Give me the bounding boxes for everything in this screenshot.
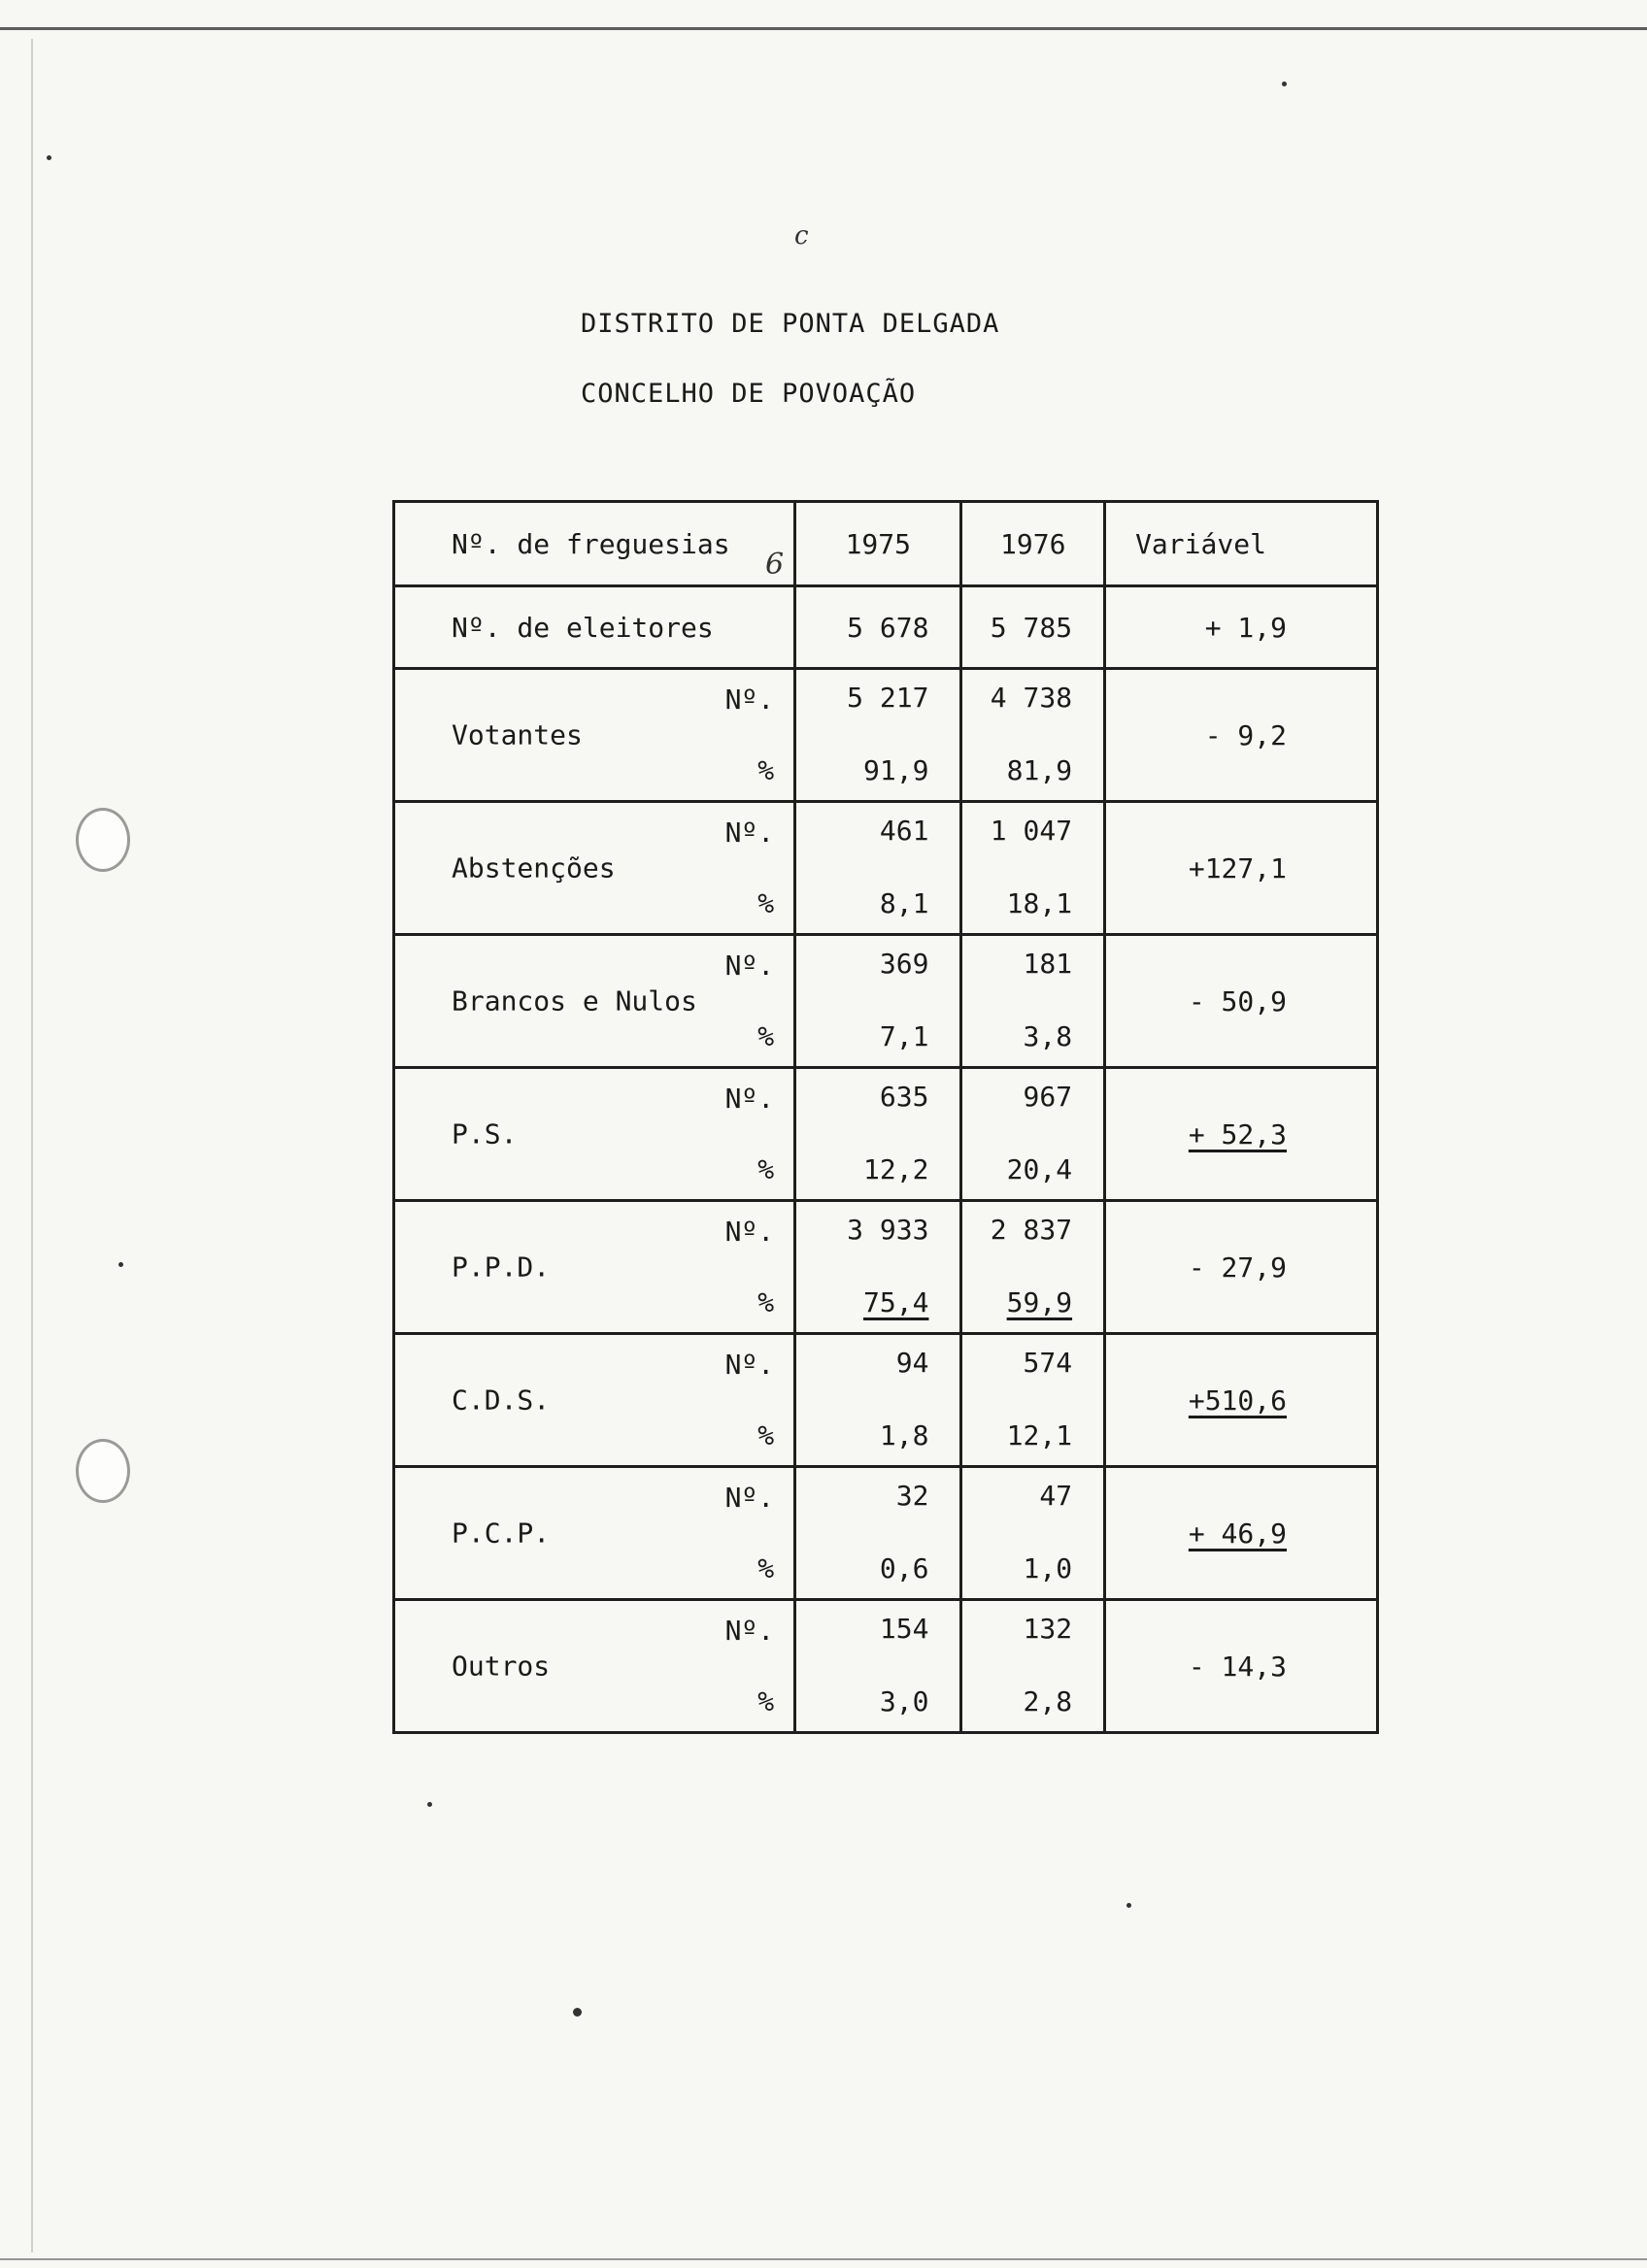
cell-1976 [961,1467,1105,1600]
row-label-cell [394,1068,795,1201]
freguesias-count: 6 [765,548,785,582]
count-1975: 461 [879,815,929,847]
cell-1976 [961,1068,1105,1201]
speck [1126,1903,1131,1908]
row-label: Outros [452,1650,551,1683]
percent-1976: 2,8 [1023,1685,1073,1718]
cell-1976 [961,1334,1105,1467]
table-row [394,669,1378,802]
count-marker: Nº. [724,1482,775,1514]
percent-marker: % [757,1419,775,1451]
count-1976: 967 [1023,1081,1073,1113]
cell-1976 [961,802,1105,935]
count-1975: 369 [879,948,929,980]
eleitores-variavel: + 1,9 [1105,586,1378,669]
count-marker: Nº. [724,817,775,849]
count-1976: 47 [1039,1480,1073,1512]
variavel-value: - 50,9 [1188,984,1287,1017]
percent-1976: 12,1 [1006,1419,1073,1451]
cell-1975 [795,1334,961,1467]
eleitores-row [394,586,1378,669]
count-marker: Nº. [724,1615,775,1647]
table-row [394,1467,1378,1600]
freguesias-label: Nº. de freguesias [452,527,730,560]
speck [118,1262,123,1267]
row-label-cell [394,669,795,802]
count-marker: Nº. [724,950,775,982]
percent-1975: 0,6 [879,1552,929,1584]
row-label-cell [394,1334,795,1467]
count-1975: 32 [895,1480,929,1512]
cell-1975 [795,1600,961,1733]
cell-1975 [795,1068,961,1201]
speck [47,155,51,160]
percent-1975: 75,4 [863,1286,929,1318]
percent-marker: % [757,1286,775,1318]
percent-1975: 1,8 [879,1419,929,1451]
left-page-edge [31,39,33,2252]
speck [573,2008,582,2017]
percent-1975: 91,9 [863,754,929,786]
eleitores-1976: 5 785 [961,586,1105,669]
variavel-cell [1105,802,1378,935]
count-marker: Nº. [724,1216,775,1248]
count-1976: 181 [1023,948,1073,980]
percent-1976: 81,9 [1006,754,1073,786]
count-1975: 5 217 [847,682,929,714]
percent-marker: % [757,1552,775,1584]
variavel-value: +127,1 [1188,851,1287,884]
eleitores-1975: 5 678 [795,586,961,669]
row-label: P.S. [452,1117,518,1151]
percent-marker: % [757,1020,775,1052]
row-label: Abstenções [452,851,616,884]
header-variavel: Variável [1105,502,1378,586]
bottom-edge-rule [0,2258,1647,2260]
row-label: Votantes [452,718,583,751]
percent-1975: 8,1 [879,887,929,919]
table-row [394,935,1378,1068]
count-1975: 154 [879,1613,929,1645]
speck [1282,82,1287,86]
header-year-1975: 1975 [795,502,961,586]
variavel-value: - 9,2 [1204,718,1287,751]
table-row [394,1068,1378,1201]
count-1975: 94 [895,1347,929,1379]
cell-1975 [795,1201,961,1334]
row-label-cell [394,1201,795,1334]
row-label: P.P.D. [452,1251,551,1284]
cell-1975 [795,1467,961,1600]
count-1976: 2 837 [990,1214,1073,1246]
cell-1976 [961,935,1105,1068]
count-1976: 1 047 [990,815,1073,847]
cell-1976 [961,1201,1105,1334]
row-label: C.D.S. [452,1384,551,1417]
cell-1975 [795,935,961,1068]
punch-hole-bottom [76,1439,130,1503]
header-row [394,502,1378,586]
council-title: CONCELHO DE POVOAÇÃO [581,379,917,409]
percent-marker: % [757,1153,775,1185]
percent-1975: 7,1 [879,1020,929,1052]
variavel-value: - 27,9 [1188,1251,1287,1284]
cell-1975 [795,802,961,935]
count-marker: Nº. [724,1083,775,1115]
variavel-cell [1105,935,1378,1068]
variavel-cell [1105,1467,1378,1600]
table-row [394,1334,1378,1467]
variavel-value: + 46,9 [1188,1517,1287,1550]
percent-marker: % [757,1685,775,1718]
percent-marker: % [757,754,775,786]
percent-1975: 12,2 [863,1153,929,1185]
count-marker: Nº. [724,1349,775,1381]
variavel-cell [1105,669,1378,802]
top-edge-rule [0,27,1647,30]
district-title: DISTRITO DE PONTA DELGADA [581,309,1000,339]
percent-1976: 59,9 [1006,1286,1073,1318]
row-label-cell [394,802,795,935]
variavel-value: + 52,3 [1188,1117,1287,1151]
percent-1976: 3,8 [1023,1020,1073,1052]
percent-1976: 20,4 [1006,1153,1073,1185]
eleitores-label: Nº. de eleitores [394,586,795,669]
count-marker: Nº. [724,684,775,716]
percent-marker: % [757,887,775,919]
corner-handwritten-mark: c [794,221,809,250]
row-label-cell [394,1600,795,1733]
speck [427,1802,432,1807]
variavel-cell [1105,1334,1378,1467]
count-1976: 132 [1023,1613,1073,1645]
header-year-1976: 1976 [961,502,1105,586]
percent-1976: 1,0 [1023,1552,1073,1584]
row-label-cell [394,1467,795,1600]
cell-1975 [795,669,961,802]
count-1975: 3 933 [847,1214,929,1246]
row-label: P.C.P. [452,1517,551,1550]
cell-1976 [961,669,1105,802]
election-results-table [392,500,1379,1734]
percent-1975: 3,0 [879,1685,929,1718]
row-label-cell [394,935,795,1068]
cell-1976 [961,1600,1105,1733]
count-1976: 574 [1023,1347,1073,1379]
table-row [394,1201,1378,1334]
table-row [394,802,1378,935]
percent-1976: 18,1 [1006,887,1073,919]
punch-hole-top [76,808,130,872]
variavel-cell [1105,1201,1378,1334]
header-label-cell [394,502,795,586]
variavel-cell [1105,1600,1378,1733]
variavel-value: - 14,3 [1188,1650,1287,1683]
variavel-cell [1105,1068,1378,1201]
count-1976: 4 738 [990,682,1073,714]
row-label: Brancos e Nulos [452,984,697,1017]
table-row [394,1600,1378,1733]
variavel-value: +510,6 [1188,1384,1287,1417]
count-1975: 635 [879,1081,929,1113]
